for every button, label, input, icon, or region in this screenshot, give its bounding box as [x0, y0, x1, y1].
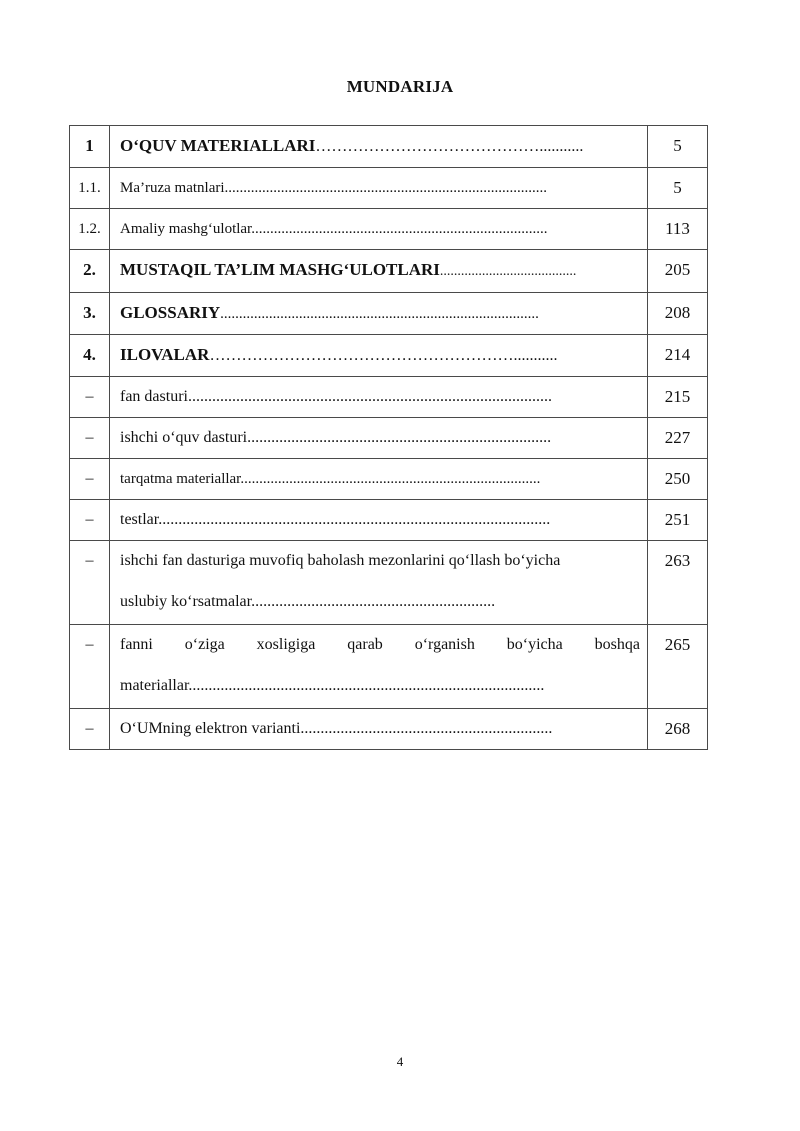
toc-page: 215 [648, 377, 708, 418]
toc-number: 1.2. [70, 209, 110, 250]
toc-number: 3. [70, 293, 110, 335]
page-title: MUNDARIJA [346, 77, 454, 96]
toc-entry: GLOSSARIY..................................................................................... [110, 293, 648, 335]
toc-page: 250 [648, 459, 708, 500]
toc-row [70, 625, 708, 709]
toc-entry: ishchi o‘quv dasturi............................................................................ [110, 418, 648, 459]
toc-number: – [70, 625, 110, 709]
toc-row [70, 459, 708, 500]
toc-entry: Amaliy mashg‘ulotlar............................................................................... [110, 209, 648, 250]
toc-entry: MUSTAQIL TA’LIM MASHG‘ULOTLARI....................................... [110, 250, 648, 293]
toc-entry: O‘QUV MATERIALLARI……………………………………........... [110, 126, 648, 168]
toc-row [70, 293, 708, 335]
toc-row [70, 541, 708, 625]
toc-row [70, 500, 708, 541]
toc-number: 2. [70, 250, 110, 293]
toc-page: 5 [648, 126, 708, 168]
toc-entry: Ma’ruza matnlari...................................................................................... [110, 168, 648, 209]
table-of-contents [69, 125, 708, 750]
toc-page: 227 [648, 418, 708, 459]
toc-number: – [70, 709, 110, 750]
toc-entry: ILOVALAR…………………………………………………........... [110, 335, 648, 377]
toc-page: 214 [648, 335, 708, 377]
toc-entry: fanni o‘ziga xosligiga qarab o‘rganish bo‘yicha boshqa materiallar......................................................................................... [110, 625, 648, 709]
toc-number: – [70, 418, 110, 459]
toc-entry: testlar.................................................................................................. [110, 500, 648, 541]
toc-row [70, 709, 708, 750]
toc-row [70, 250, 708, 293]
toc-number: 4. [70, 335, 110, 377]
toc-row [70, 126, 708, 168]
toc-page: 205 [648, 250, 708, 293]
toc-page: 5 [648, 168, 708, 209]
toc-page: 268 [648, 709, 708, 750]
toc-entry: fan dasturi........................................................................................... [110, 377, 648, 418]
toc-page: 208 [648, 293, 708, 335]
toc-entry: tarqatma materiallar................................................................................ [110, 459, 648, 500]
toc-number: 1.1. [70, 168, 110, 209]
toc-page: 251 [648, 500, 708, 541]
toc-number: – [70, 541, 110, 625]
toc-page: 265 [648, 625, 708, 709]
toc-number: – [70, 500, 110, 541]
toc-number: – [70, 377, 110, 418]
toc-number: – [70, 459, 110, 500]
page-number: 4 [396, 1054, 404, 1069]
toc-page: 113 [648, 209, 708, 250]
toc-row [70, 377, 708, 418]
toc-number: 1 [70, 126, 110, 168]
toc-row [70, 168, 708, 209]
toc-entry: O‘UMning elektron varianti............................................................... [110, 709, 648, 750]
toc-row [70, 335, 708, 377]
toc-row [70, 418, 708, 459]
toc-row [70, 209, 708, 250]
toc-page: 263 [648, 541, 708, 625]
toc-entry: ishchi fan dasturiga muvofiq baholash mezonlarini qo‘llash bo‘yicha uslubiy ko‘rsatmalar............................................................. [110, 541, 648, 625]
